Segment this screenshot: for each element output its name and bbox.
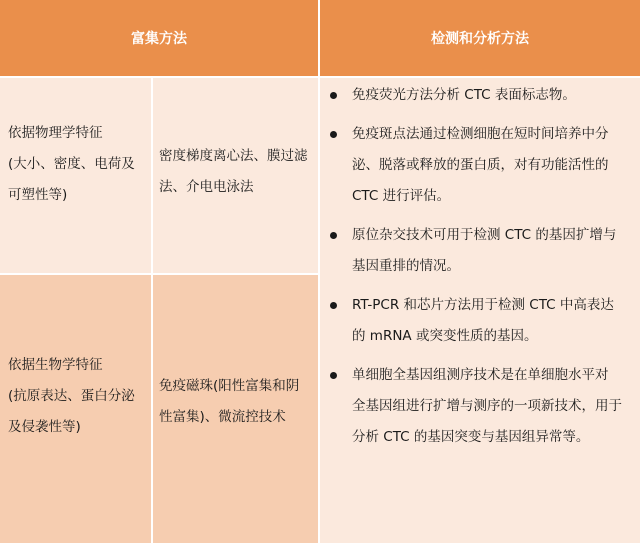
- row-biological-category: [8, 350, 150, 443]
- header-detection: [320, 0, 640, 76]
- analysis-item: [322, 360, 636, 453]
- analysis-list: [322, 80, 636, 461]
- header-detection-label: 检测和分析方法: [431, 31, 529, 47]
- bullet-icon: [330, 92, 337, 99]
- category-line: 及侵袭性等): [8, 419, 81, 435]
- row-biological-methods: [159, 371, 317, 433]
- analysis-line: 全基因组进行扩增与测序的一项新技术，用于: [352, 398, 622, 414]
- methods-line: 密度梯度离心法、膜过滤: [159, 148, 308, 164]
- analysis-item: [322, 119, 636, 212]
- category-line: (大小、密度、电荷及: [8, 156, 135, 172]
- header-enrichment-label: 富集方法: [131, 31, 187, 47]
- category-line: 依据生物学特征: [8, 357, 103, 373]
- methods-line: 性富集)、微流控技术: [159, 409, 286, 425]
- analysis-item: [322, 80, 636, 111]
- header-enrichment: [0, 0, 318, 76]
- analysis-line: 分析 CTC 的基因突变与基因组异常等。: [352, 429, 590, 445]
- category-line: 可塑性等): [8, 187, 68, 203]
- category-line: (抗原表达、蛋白分泌: [8, 388, 135, 404]
- methods-line: 法、介电电泳法: [159, 179, 254, 195]
- analysis-line: 基因重排的情况。: [352, 258, 460, 274]
- bullet-icon: [330, 131, 337, 138]
- analysis-line: CTC 进行评估。: [352, 188, 451, 204]
- analysis-line: RT-PCR 和芯片方法用于检测 CTC 中高表达: [352, 297, 614, 313]
- analysis-line: 免疫斑点法通过检测细胞在短时间培养中分: [352, 126, 609, 142]
- analysis-line: 原位杂交技术可用于检测 CTC 的基因扩增与: [352, 227, 617, 243]
- analysis-line: 免疫荧光方法分析 CTC 表面标志物。: [352, 87, 576, 103]
- analysis-line: 的 mRNA 或突变性质的基因。: [352, 328, 538, 344]
- methods-line: 免疫磁珠(阳性富集和阴: [159, 378, 300, 394]
- category-line: 依据物理学特征: [8, 125, 103, 141]
- row-physical-category: [8, 118, 150, 211]
- bullet-icon: [330, 302, 337, 309]
- analysis-item: [322, 220, 636, 282]
- analysis-line: 单细胞全基因组测序技术是在单细胞水平对: [352, 367, 609, 383]
- row-physical-methods: [159, 141, 317, 203]
- bullet-icon: [330, 232, 337, 239]
- analysis-item: [322, 290, 636, 352]
- analysis-line: 泌、脱落或释放的蛋白质，对有功能活性的: [352, 157, 609, 173]
- bullet-icon: [330, 372, 337, 379]
